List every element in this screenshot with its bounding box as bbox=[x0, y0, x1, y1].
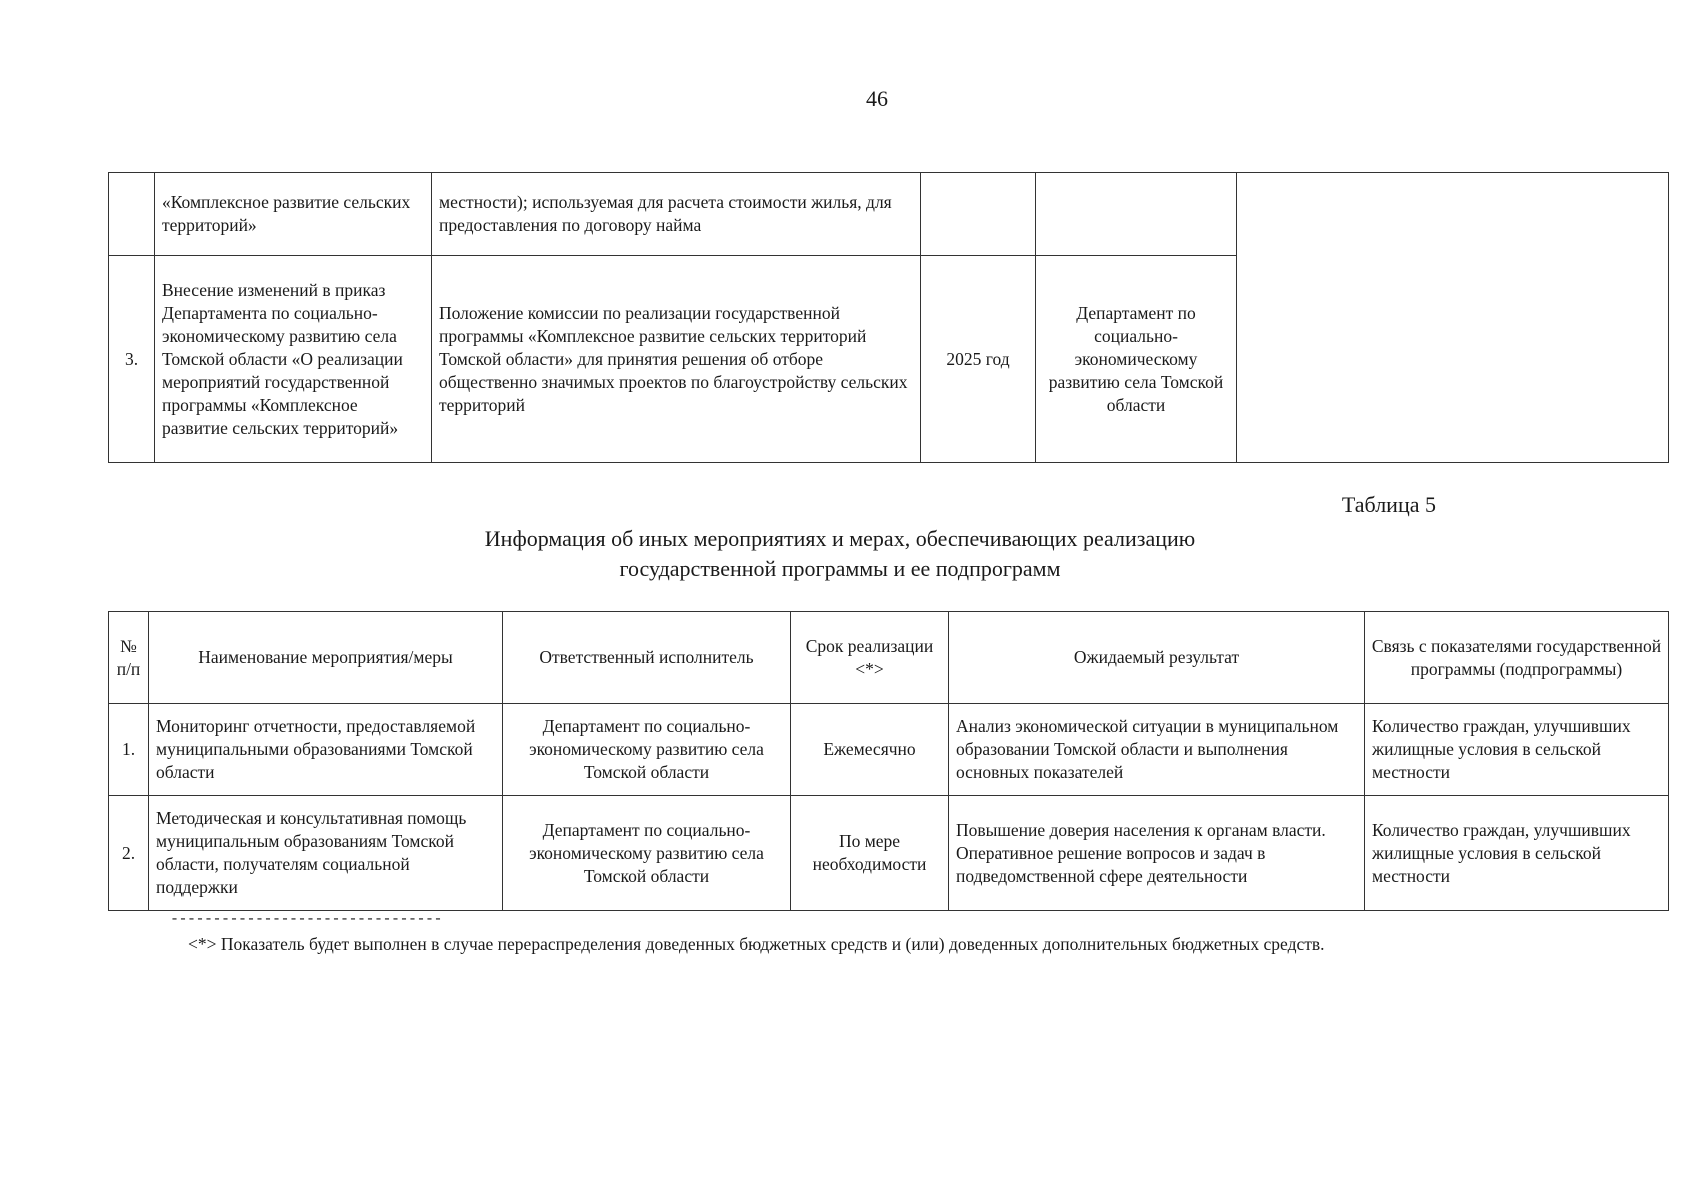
table-caption bbox=[410, 524, 1270, 584]
measures-table-continuation bbox=[108, 172, 1669, 463]
header-num: № п/п bbox=[109, 612, 149, 704]
table-row bbox=[109, 173, 1669, 256]
header-name: Наименование мероприятия/меры bbox=[149, 612, 503, 704]
measure-name-cell: «Комплексное развитие сельских территорий» bbox=[155, 173, 432, 256]
term-cell: По мере необходимости bbox=[791, 796, 949, 911]
row-number: 2. bbox=[109, 796, 149, 911]
header-link: Связь с показателями государственной программы (подпрограммы) bbox=[1365, 612, 1669, 704]
indicator-link-cell: Количество граждан, улучшивших жилищные условия в сельской местности bbox=[1365, 796, 1669, 911]
result-cell: Анализ экономической ситуации в муниципальном образовании Томской области и выполнения основных показателей bbox=[949, 704, 1365, 796]
measure-name-cell: Мониторинг отчетности, предоставляемой муниципальными образованиями Томской области bbox=[149, 704, 503, 796]
header-executor: Ответственный исполнитель bbox=[503, 612, 791, 704]
header-result: Ожидаемый результат bbox=[949, 612, 1365, 704]
caption-line: государственной программы и ее подпрограмм bbox=[619, 556, 1061, 581]
executor-cell bbox=[1036, 173, 1237, 256]
footnote-separator: -------------------------------- bbox=[170, 911, 443, 928]
indicator-link-cell: Количество граждан, улучшивших жилищные условия в сельской местности bbox=[1365, 704, 1669, 796]
caption-line: Информация об иных мероприятиях и мерах, обеспечивающих реализацию bbox=[484, 526, 1196, 551]
table-row bbox=[109, 796, 1669, 911]
footnote-text: <*> Показатель будет выполнен в случае перераспределения доведенных бюджетных средств и (или) доведенных дополнительных бюджетных средств. bbox=[188, 934, 1325, 954]
table-header-row bbox=[109, 612, 1669, 704]
row-number bbox=[109, 173, 155, 256]
other-measures-table bbox=[108, 611, 1669, 911]
table-label: Таблица 5 bbox=[1341, 492, 1436, 517]
row-number: 3. bbox=[109, 256, 155, 463]
executor-cell: Департамент по социально-экономическому развитию села Томской области bbox=[503, 796, 791, 911]
executor-cell: Департамент по социально-экономическому развитию села Томской области bbox=[503, 704, 791, 796]
description-cell: местности); используемая для расчета стоимости жилья, для предоставления по договору найма bbox=[432, 173, 921, 256]
header-term: Срок реализации <*> bbox=[791, 612, 949, 704]
row-number: 1. bbox=[109, 704, 149, 796]
result-cell: Повышение доверия населения к органам власти. Оперативное решение вопросов и задач в подведомственной сфере деятельности bbox=[949, 796, 1365, 911]
empty-cell bbox=[1237, 173, 1669, 463]
page-number: 46 bbox=[866, 86, 888, 111]
measure-name-cell: Внесение изменений в приказ Департамента по социально-экономическому развитию села Томской области «О реализации мероприятий государственной программы «Комплексное развитие сельских территорий» bbox=[155, 256, 432, 463]
term-cell: Ежемесячно bbox=[791, 704, 949, 796]
measure-name-cell: Методическая и консультативная помощь муниципальным образованиям Томской области, получателям социальной поддержки bbox=[149, 796, 503, 911]
table-row bbox=[109, 704, 1669, 796]
term-cell: 2025 год bbox=[921, 256, 1036, 463]
term-cell bbox=[921, 173, 1036, 256]
executor-cell: Департамент по социально-экономическому развитию села Томской области bbox=[1036, 256, 1237, 463]
description-cell: Положение комиссии по реализации государственной программы «Комплексное развитие сельских территорий Томской области» для принятия решения об отборе общественно значимых проектов по благоустройству сельских территорий bbox=[432, 256, 921, 463]
